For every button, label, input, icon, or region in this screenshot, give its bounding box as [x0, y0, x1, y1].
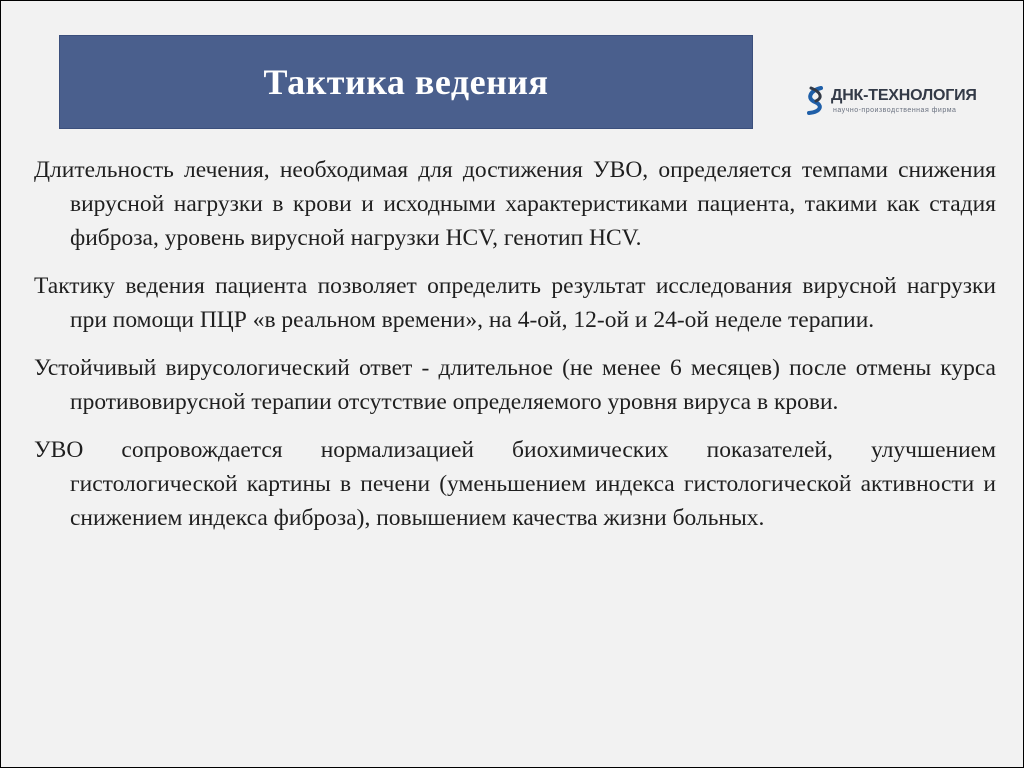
slide-body [34, 153, 996, 549]
paragraph-svr-outcomes: УВО сопровождается нормализацией биохимических показателей, улучшением гистологической картины в печени (уменьшением индекса гистологической активности и снижением индекса фиброза), повышением качества жизни больных. [34, 437, 996, 531]
company-logo [803, 83, 993, 121]
paragraph-treatment-duration: Длительность лечения, необходимая для достижения УВО, определяется темпами снижения вирусной нагрузки в крови и исходными характеристиками пациента, такими как стадия фиброза, уровень вирусной нагрузки HCV, генотип HCV. [34, 157, 996, 251]
logo-name: ДНК-ТЕХНОЛОГИЯ [831, 87, 977, 104]
paragraph-management-tactics: Тактику ведения пациента позволяет определить результат исследования вирусной нагрузки при помощи ПЦР «в реальном времени», на 4-ой, 12-ой и 24-ой неделе терапии. [34, 273, 996, 333]
logo-subtitle: научно-производственная фирма [833, 107, 957, 114]
title-bar [59, 35, 753, 129]
paragraph-svr-definition: Устойчивый вирусологический ответ - длительное (не менее 6 месяцев) после отмены курса противовирусной терапии отсутствие определяемого уровня вируса в крови. [34, 355, 996, 415]
slide-title: Тактика ведения [263, 62, 549, 102]
dna-helix-icon [803, 85, 829, 115]
